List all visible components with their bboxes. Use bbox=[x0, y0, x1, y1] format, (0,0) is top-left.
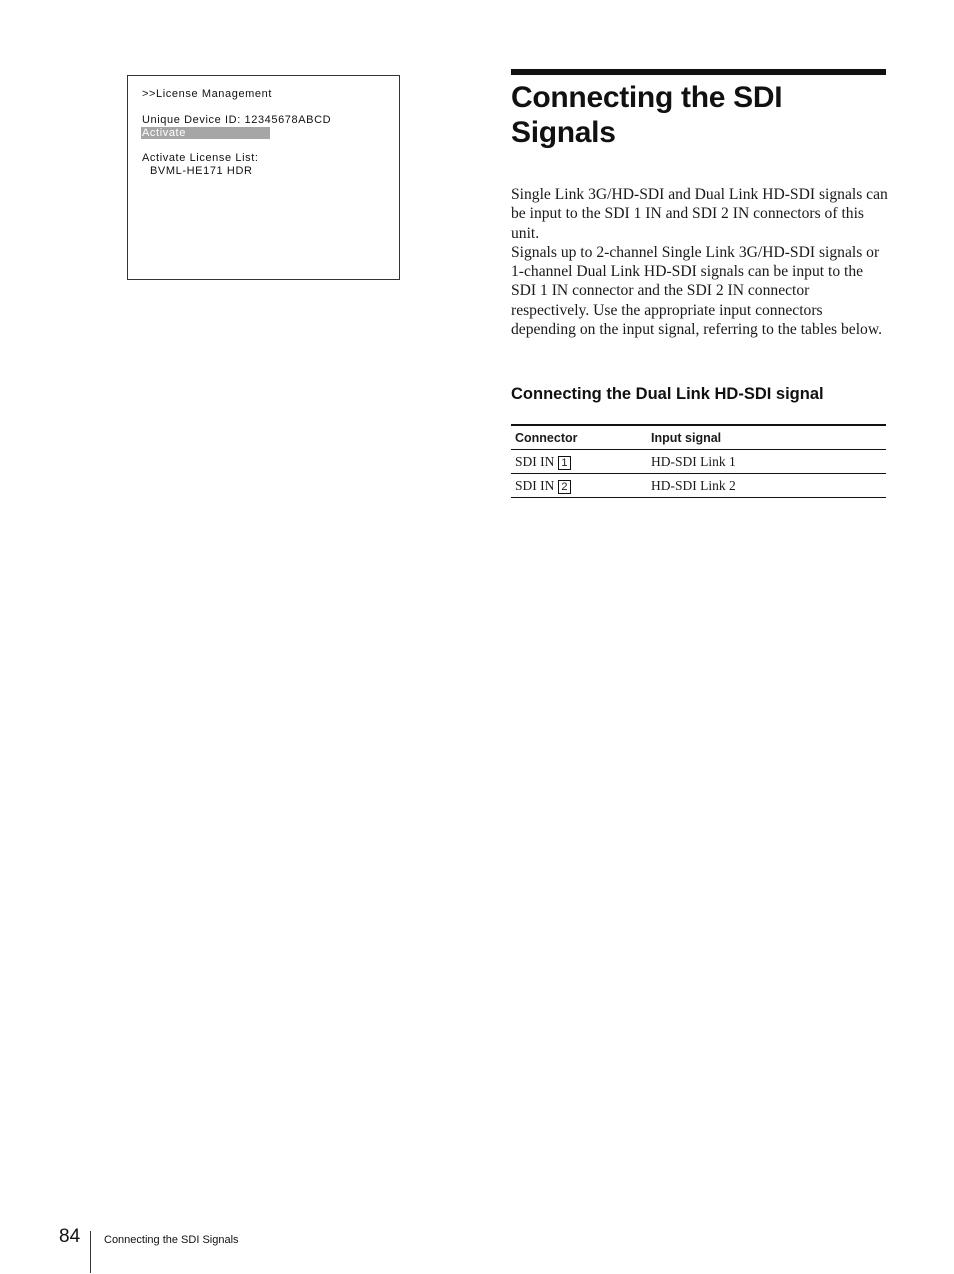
footer-divider bbox=[90, 1231, 91, 1273]
connector-cell bbox=[511, 450, 647, 474]
input-signal-cell: HD-SDI Link 1 bbox=[647, 450, 886, 474]
connector-label: SDI IN bbox=[515, 477, 555, 493]
connector-label: SDI IN bbox=[515, 453, 555, 469]
table-row bbox=[511, 450, 886, 474]
body-text bbox=[511, 185, 891, 339]
connector-number-box: 1 bbox=[558, 456, 570, 470]
input-signal-cell: HD-SDI Link 2 bbox=[647, 474, 886, 498]
section-heading: Connecting the SDI Signals bbox=[511, 81, 783, 149]
connector-cell bbox=[511, 474, 647, 498]
license-management-screen bbox=[127, 75, 400, 280]
paragraph: Single Link 3G/HD-SDI and Dual Link HD-SDI signals can be input to the SDI 1 IN and SDI 2 IN connectors of this unit. bbox=[511, 186, 888, 242]
dual-link-table bbox=[511, 424, 886, 498]
connector-number-box: 2 bbox=[558, 480, 570, 494]
heading-rule bbox=[511, 69, 886, 75]
column-header-connector: Connector bbox=[511, 425, 647, 450]
paragraph: Signals up to 2-channel Single Link 3G/HD-SDI signals or 1-channel Dual Link HD-SDI signals can be input to the SDI 1 IN connector and the SDI 2 IN connector respectively. Use the appropriate input connectors depending on the input signal, referring to the tables below. bbox=[511, 243, 882, 339]
table-row bbox=[511, 474, 886, 498]
subsection-heading: Connecting the Dual Link HD-SDI signal bbox=[511, 385, 824, 403]
running-footer-title: Connecting the SDI Signals bbox=[104, 1234, 239, 1246]
column-header-input-signal: Input signal bbox=[647, 425, 886, 450]
license-list-item: BVML-HE171 HDR bbox=[150, 165, 253, 177]
license-list-label: Activate License List: bbox=[142, 152, 259, 164]
unique-device-id: Unique Device ID: 12345678ABCD bbox=[142, 114, 332, 126]
screen-menu-title: >>License Management bbox=[142, 88, 273, 100]
activate-menu-item: Activate bbox=[141, 127, 270, 139]
page-number: 84 bbox=[59, 1226, 81, 1247]
table-header-row bbox=[511, 425, 886, 450]
